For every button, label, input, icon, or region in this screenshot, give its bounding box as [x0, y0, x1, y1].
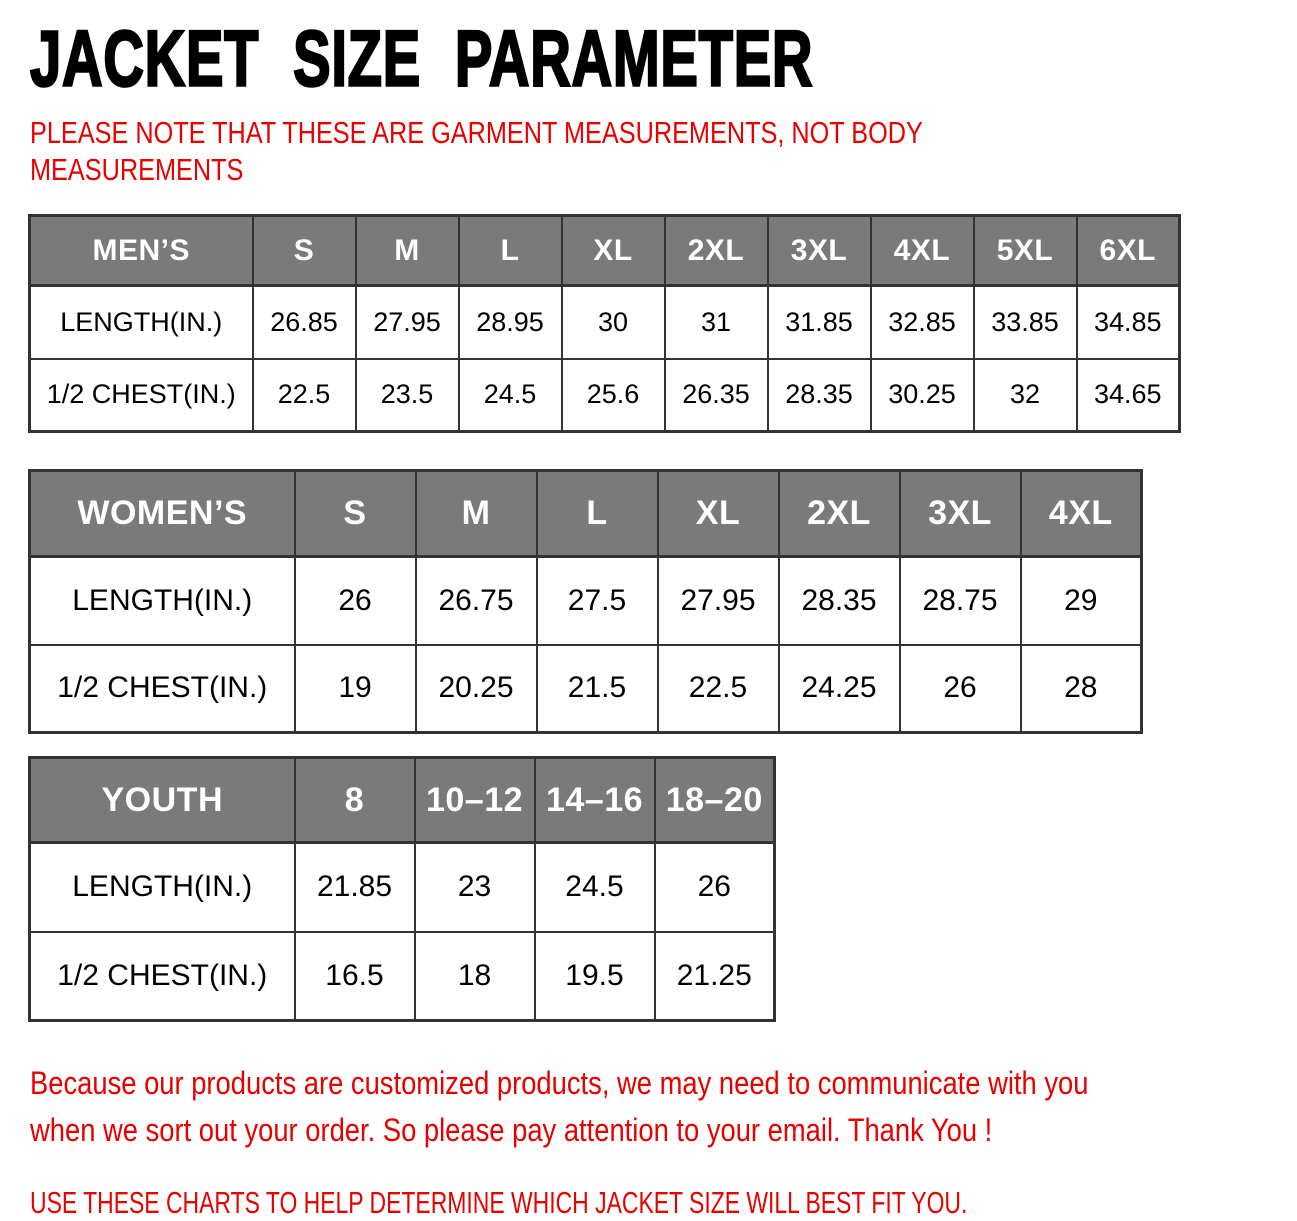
- youth-size-header: 14–16: [535, 758, 655, 843]
- youth-size-table-wrap: [28, 756, 1200, 1022]
- mens-size-header: L: [459, 216, 562, 286]
- womens-header-row: [30, 471, 1142, 557]
- youth-data-row: [30, 843, 775, 932]
- customization-notice: [30, 1060, 1200, 1154]
- mens-value-cell: 22.5: [253, 359, 356, 432]
- youth-row-label: LENGTH(IN.): [30, 843, 295, 932]
- mens-size-header: 2XL: [665, 216, 768, 286]
- mens-value-cell: 27.95: [356, 286, 459, 359]
- page-title: [30, 14, 1200, 103]
- mens-row-label: LENGTH(IN.): [30, 286, 253, 359]
- youth-size-header: 10–12: [415, 758, 535, 843]
- mens-value-cell: 25.6: [562, 359, 665, 432]
- youth-value-cell: 21.85: [295, 843, 415, 932]
- mens-value-cell: 26.35: [665, 359, 768, 432]
- youth-size-table: [28, 756, 776, 1022]
- mens-value-cell: 34.85: [1077, 286, 1180, 359]
- mens-data-row: [30, 286, 1180, 359]
- mens-value-cell: 33.85: [974, 286, 1077, 359]
- mens-value-cell: 23.5: [356, 359, 459, 432]
- mens-size-header: XL: [562, 216, 665, 286]
- youth-value-cell: 16.5: [295, 932, 415, 1021]
- womens-value-cell: 27.5: [537, 557, 658, 645]
- mens-size-table-wrap: [28, 214, 1200, 433]
- womens-value-cell: 20.25: [416, 645, 537, 733]
- customization-notice-line-2: when we sort out your order. So please pay attention to your email. Thank You !: [30, 1112, 993, 1148]
- womens-value-cell: 26: [295, 557, 416, 645]
- womens-size-table-wrap: [28, 469, 1200, 734]
- mens-value-cell: 31.85: [768, 286, 871, 359]
- youth-data-row: [30, 932, 775, 1021]
- womens-size-table: [28, 469, 1143, 734]
- mens-data-row: [30, 359, 1180, 432]
- youth-value-cell: 19.5: [535, 932, 655, 1021]
- mens-value-cell: 26.85: [253, 286, 356, 359]
- mens-size-header: M: [356, 216, 459, 286]
- mens-value-cell: 32.85: [871, 286, 974, 359]
- womens-row-label: 1/2 CHEST(IN.): [30, 645, 295, 733]
- page-title-text: JACKET SIZE PARAMETER: [30, 14, 814, 103]
- youth-value-cell: 26: [655, 843, 775, 932]
- mens-size-header: 3XL: [768, 216, 871, 286]
- youth-header-row: [30, 758, 775, 843]
- mens-value-cell: 28.95: [459, 286, 562, 359]
- youth-value-cell: 23: [415, 843, 535, 932]
- womens-size-header: 4XL: [1021, 471, 1142, 557]
- mens-row-label: 1/2 CHEST(IN.): [30, 359, 253, 432]
- womens-size-header: L: [537, 471, 658, 557]
- womens-value-cell: 21.5: [537, 645, 658, 733]
- womens-size-header: S: [295, 471, 416, 557]
- womens-size-header: 3XL: [900, 471, 1021, 557]
- garment-measurement-note: [30, 114, 1200, 188]
- mens-value-cell: 30.25: [871, 359, 974, 432]
- womens-value-cell: 26: [900, 645, 1021, 733]
- youth-value-cell: 24.5: [535, 843, 655, 932]
- chart-usage-note: [30, 1184, 1200, 1221]
- womens-row-label: LENGTH(IN.): [30, 557, 295, 645]
- youth-table-title: YOUTH: [30, 758, 295, 843]
- womens-value-cell: 19: [295, 645, 416, 733]
- chart-usage-note-text: USE THESE CHARTS TO HELP DETERMINE WHICH JACKET SIZE WILL BEST FIT YOU.: [30, 1185, 968, 1220]
- mens-size-table: [28, 214, 1181, 433]
- mens-size-header: S: [253, 216, 356, 286]
- mens-size-header: 4XL: [871, 216, 974, 286]
- mens-size-header: 6XL: [1077, 216, 1180, 286]
- womens-table-title: WOMEN’S: [30, 471, 295, 557]
- mens-header-row: [30, 216, 1180, 286]
- youth-value-cell: 21.25: [655, 932, 775, 1021]
- mens-value-cell: 30: [562, 286, 665, 359]
- mens-table-title: MEN’S: [30, 216, 253, 286]
- womens-data-row: [30, 645, 1142, 733]
- womens-value-cell: 28.75: [900, 557, 1021, 645]
- note-line-2: MEASUREMENTS: [30, 152, 244, 187]
- mens-size-header: 5XL: [974, 216, 1077, 286]
- note-line-1: PLEASE NOTE THAT THESE ARE GARMENT MEASUREMENTS, NOT BODY: [30, 115, 923, 150]
- womens-value-cell: 28: [1021, 645, 1142, 733]
- mens-value-cell: 24.5: [459, 359, 562, 432]
- womens-value-cell: 28.35: [779, 557, 900, 645]
- customization-notice-line-1: Because our products are customized products, we may need to communicate with you: [30, 1065, 1089, 1101]
- womens-data-row: [30, 557, 1142, 645]
- mens-value-cell: 32: [974, 359, 1077, 432]
- mens-value-cell: 28.35: [768, 359, 871, 432]
- youth-row-label: 1/2 CHEST(IN.): [30, 932, 295, 1021]
- womens-value-cell: 22.5: [658, 645, 779, 733]
- mens-value-cell: 31: [665, 286, 768, 359]
- youth-value-cell: 18: [415, 932, 535, 1021]
- youth-size-header: 8: [295, 758, 415, 843]
- size-chart-page: [0, 14, 1200, 1220]
- womens-size-header: XL: [658, 471, 779, 557]
- womens-value-cell: 27.95: [658, 557, 779, 645]
- womens-size-header: 2XL: [779, 471, 900, 557]
- mens-value-cell: 34.65: [1077, 359, 1180, 432]
- womens-value-cell: 26.75: [416, 557, 537, 645]
- womens-size-header: M: [416, 471, 537, 557]
- youth-size-header: 18–20: [655, 758, 775, 843]
- womens-value-cell: 29: [1021, 557, 1142, 645]
- womens-value-cell: 24.25: [779, 645, 900, 733]
